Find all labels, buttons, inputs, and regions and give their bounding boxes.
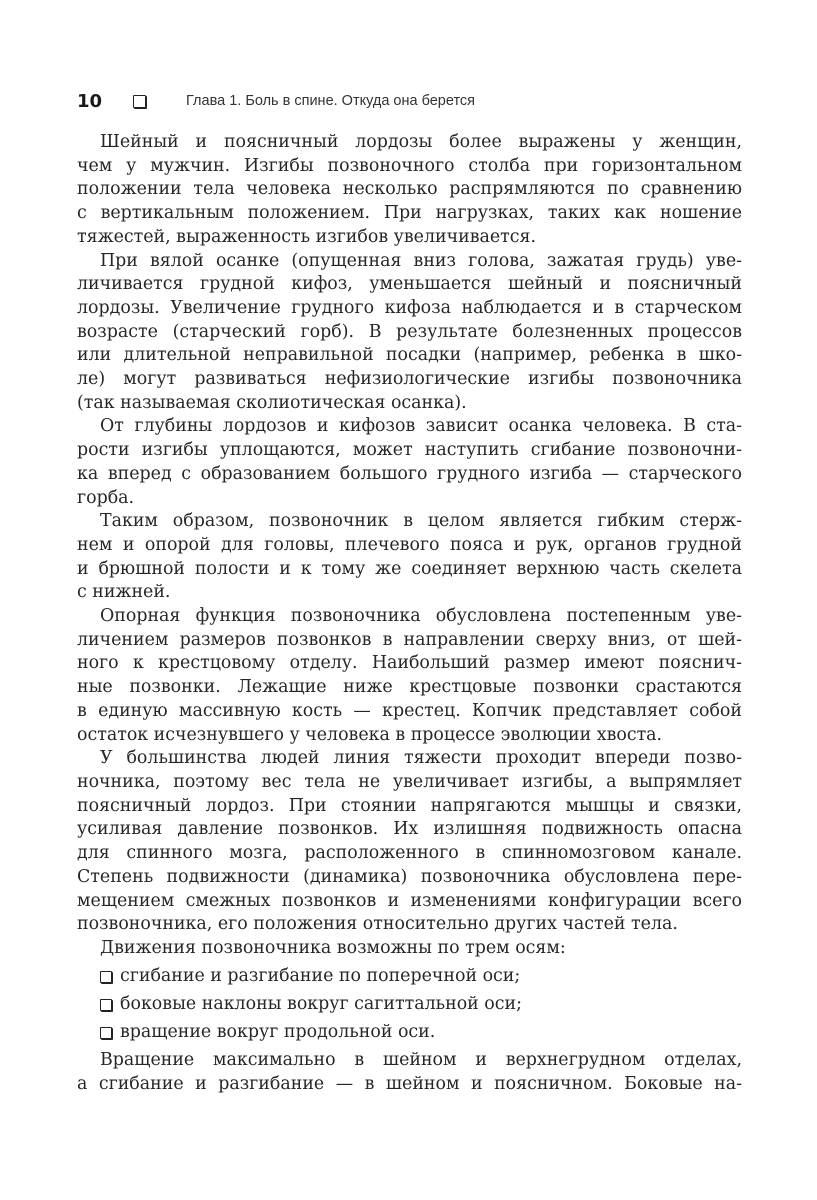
text-line: рости изгибы уплощаются, может наступить сгибание позвоночни- <box>77 440 742 461</box>
text-line: У большинства людей линия тяжести проходит впереди позво- <box>100 748 742 769</box>
text-line: мещением смежных позвонков и изменениями конфигурации всего <box>77 890 742 911</box>
text-line: усиливая давление позвонков. Их излишняя подвижность опасна <box>77 819 742 840</box>
text-line: положении тела человека несколько распрямляются по сравнению <box>77 179 742 200</box>
paragraph <box>77 415 742 510</box>
square-bullet-icon <box>133 95 146 108</box>
text-line: Шейный и поясничный лордозы более выражены у женщин, <box>100 132 742 152</box>
text-line: От глубины лордозов и кифозов зависит осанка человека. В ста- <box>100 416 742 437</box>
text-line: Вращение максимально в шейном и верхнегрудном отделах, <box>100 1049 742 1070</box>
text-line: возрасте (старческий горб). В результате болезненных процессов <box>77 321 742 342</box>
text-line: а сгибание и разгибание — в шейном и поясничном. Боковые на- <box>77 1073 742 1094</box>
text-line: с нижней. <box>77 582 171 603</box>
text-line: для спинного мозга, расположенного в спинномозговом канале. <box>77 843 742 864</box>
paragraph <box>77 937 742 961</box>
text-line: ные позвонки. Лежащие ниже крестцовые позвонки срастаются <box>77 677 742 698</box>
page-number: 10 <box>77 90 103 112</box>
text-line: горба. <box>77 487 135 508</box>
checkbox-bullet-icon <box>100 999 112 1011</box>
list-item-text: сгибание и разгибание по поперечной оси; <box>120 965 521 986</box>
text-line: остаток исчезнувшего у человека в процессе эволюции хвоста. <box>77 724 663 745</box>
running-header <box>77 88 475 114</box>
text-line: Степень подвижности (динамика) позвоночника обусловлена пере- <box>77 866 742 887</box>
text-line: с вертикальным положением. При нагрузках, таких как ношение <box>77 203 742 224</box>
text-line: ле) могут развиваться нефизиологические изгибы позвоночника <box>77 369 742 390</box>
list-item <box>77 1021 742 1045</box>
text-line: лордозы. Увеличение грудного кифоза наблюдается и в старческом <box>77 297 742 318</box>
text-line: Движения позвоночника возможны по трем осям: <box>100 937 566 958</box>
text-line: При вялой осанке (опущенная вниз голова, зажатая грудь) уве- <box>100 250 742 271</box>
text-line: (так называемая сколиотическая осанка). <box>77 392 467 413</box>
chapter-title: Глава 1. Боль в спине. Откуда она берется <box>186 93 476 109</box>
text-line: Опорная функция позвоночника обусловлена постепенным уве- <box>100 606 742 627</box>
page-body <box>77 131 742 1096</box>
bullet-list <box>77 965 742 1045</box>
list-item <box>77 993 742 1017</box>
paragraph <box>77 747 742 937</box>
list-item <box>77 965 742 989</box>
paragraph <box>77 510 742 605</box>
text-line: Таким образом, позвоночник в целом является гибким стерж- <box>100 511 742 532</box>
text-line: личивается грудной кифоз, уменьшается шейный и поясничный <box>77 274 742 295</box>
paragraph <box>77 605 742 747</box>
text-line: тяжестей, выраженность изгибов увеличивается. <box>77 226 537 247</box>
checkbox-bullet-icon <box>100 971 112 983</box>
text-line: или длительной неправильной посадки (например, ребенка в шко- <box>77 345 742 366</box>
text-line: в единую массивную кость — крестец. Копчик представляет собой <box>77 700 742 721</box>
text-line: поясничный лордоз. При стоянии напрягаются мышцы и связки, <box>77 795 742 816</box>
text-line: и брюшной полости и к тому же соединяет верхнюю часть скелета <box>77 558 742 579</box>
list-item-text: боковые наклоны вокруг сагиттальной оси; <box>120 993 522 1014</box>
text-line: чем у мужчин. Изгибы позвоночного столба при горизонтальном <box>77 155 742 176</box>
text-line: личением размеров позвонков в направлении сверху вниз, от шей- <box>77 629 742 650</box>
paragraph <box>77 250 742 416</box>
list-item-text: вращение вокруг продольной оси. <box>120 1021 436 1042</box>
text-line: нем и опорой для головы, плечевого пояса и рук, органов грудной <box>77 534 742 555</box>
paragraph <box>77 1049 742 1096</box>
text-line: ного к крестцовому отделу. Наибольший размер имеют пояснич- <box>77 653 742 674</box>
text-line: позвоночника, его положения относительно других частей тела. <box>77 914 678 935</box>
checkbox-bullet-icon <box>100 1027 112 1039</box>
paragraph <box>77 131 742 250</box>
text-line: ночника, поэтому вес тела не увеличивает изгибы, а выпрямляет <box>77 771 742 792</box>
text-line: ка вперед с образованием большого грудного изгиба — старческого <box>77 463 742 484</box>
